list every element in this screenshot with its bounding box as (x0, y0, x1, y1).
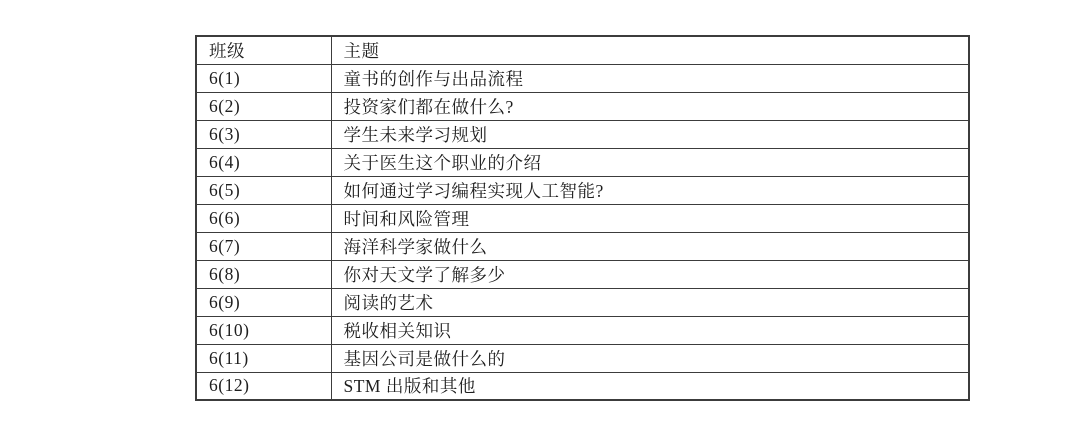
topic-cell: 基因公司是做什么的 (331, 344, 969, 372)
topic-cell: 投资家们都在做什么? (331, 92, 969, 120)
topic-cell: 学生未来学习规划 (331, 120, 969, 148)
class-cell: 6(12) (196, 372, 331, 400)
table-row (196, 148, 969, 176)
class-topic-table (195, 35, 970, 401)
table-row (196, 232, 969, 260)
class-cell: 6(4) (196, 148, 331, 176)
table-row (196, 176, 969, 204)
topic-cell: STM 出版和其他 (331, 372, 969, 400)
topic-cell: 如何通过学习编程实现人工智能? (331, 176, 969, 204)
class-cell: 6(10) (196, 316, 331, 344)
class-cell: 6(8) (196, 260, 331, 288)
table-row (196, 204, 969, 232)
table-row (196, 316, 969, 344)
topic-cell: 时间和风险管理 (331, 204, 969, 232)
class-cell: 6(11) (196, 344, 331, 372)
table-row (196, 372, 969, 400)
topic-cell: 税收相关知识 (331, 316, 969, 344)
table-header-row (196, 36, 969, 64)
table-row (196, 92, 969, 120)
table-row (196, 64, 969, 92)
table-row (196, 120, 969, 148)
class-cell: 6(1) (196, 64, 331, 92)
topic-cell: 你对天文学了解多少 (331, 260, 969, 288)
topic-cell: 关于医生这个职业的介绍 (331, 148, 969, 176)
class-cell: 6(2) (196, 92, 331, 120)
header-topic: 主题 (331, 36, 969, 64)
header-class: 班级 (196, 36, 331, 64)
class-cell: 6(5) (196, 176, 331, 204)
topic-cell: 童书的创作与出品流程 (331, 64, 969, 92)
topic-cell: 海洋科学家做什么 (331, 232, 969, 260)
table-row (196, 288, 969, 316)
class-cell: 6(6) (196, 204, 331, 232)
class-cell: 6(7) (196, 232, 331, 260)
class-cell: 6(3) (196, 120, 331, 148)
table-row (196, 260, 969, 288)
class-cell: 6(9) (196, 288, 331, 316)
topic-cell: 阅读的艺术 (331, 288, 969, 316)
table-row (196, 344, 969, 372)
